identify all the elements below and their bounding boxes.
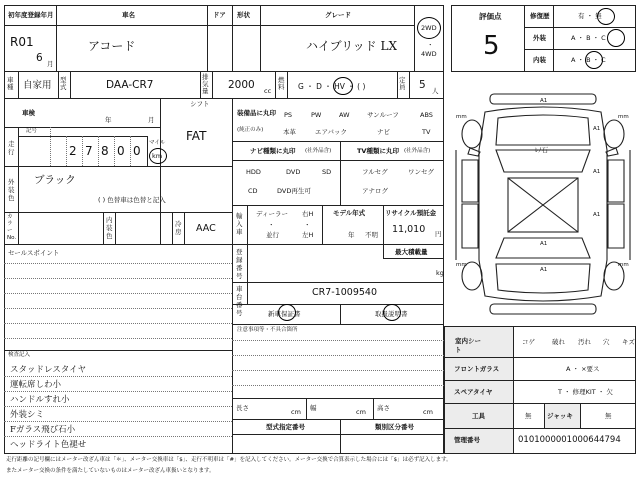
- interior-grade-circle: [585, 51, 603, 69]
- score-label: 評価点: [479, 12, 502, 21]
- diagram-unit-2: mm: [618, 114, 629, 120]
- mileage-digit-2: 7: [85, 144, 93, 158]
- interior-color-label: 内装色: [106, 216, 113, 240]
- width-unit: cm: [356, 408, 366, 416]
- mgmt-value: 0101000001000644794: [518, 435, 621, 445]
- height-label: 高さ: [377, 404, 390, 412]
- car-name-label: 車名: [122, 11, 135, 19]
- interior-grade-label: 内装: [533, 56, 546, 64]
- equip-ps: PS: [284, 111, 293, 119]
- mileage-digit-3: 8: [101, 144, 109, 158]
- mgmt-label: 管理番号: [454, 436, 480, 444]
- equip-pw: PW: [311, 111, 322, 119]
- type-label: 型式指定番号: [266, 423, 305, 431]
- note-item-1: スタッドレスタイヤ: [10, 365, 87, 375]
- first-reg-value: R01: [10, 35, 34, 49]
- month-unit: 月: [47, 60, 54, 68]
- restore-label: 修復歴: [530, 12, 550, 20]
- drive-4wd: 4WD: [421, 50, 437, 58]
- recycle-label: リサイクル預託金: [385, 209, 437, 217]
- import-dealer: ディーラー: [256, 210, 288, 218]
- inspection-month-unit: 月: [148, 116, 155, 124]
- diagram-mark-6: A1: [540, 267, 548, 273]
- diagram-unit-3: mm: [456, 262, 467, 268]
- equip-abs: ABS: [420, 111, 433, 119]
- km-circle: [149, 148, 167, 164]
- note-item-2: 運転席しわ小: [10, 380, 62, 390]
- front-glass-label: フロントガラス: [454, 365, 500, 373]
- equip-sunroof: サンルーフ: [367, 111, 399, 119]
- equip-tv: TV: [422, 128, 431, 136]
- navi-title-note: (社外品含): [305, 148, 332, 154]
- interior-grade-options: A ・ B ・ C: [571, 56, 606, 64]
- jack-value: 無: [605, 412, 612, 420]
- inspection-label: 車検: [22, 109, 35, 117]
- fuel-hv-circle: [333, 77, 353, 95]
- equip-airbag: エアバック: [315, 128, 347, 136]
- drive-dot: ・: [427, 41, 434, 49]
- room-item-4: 穴: [603, 338, 610, 346]
- footer-line-1: 走行距離の記号欄にはメーター改ざん車は「＊」、メーター交換車は「$」、走行不明車は「#」を記入してください。メーター交換で合算表示した場合には「$」は必ず記入します。: [6, 457, 452, 463]
- new-car-warranty: 新車保証書: [268, 310, 301, 318]
- capacity-value: 5: [419, 79, 426, 91]
- notes-label: 検査記入: [8, 352, 31, 358]
- import-label: 輸入車: [236, 212, 243, 236]
- diagram-note: ﾚﾉ石: [535, 146, 548, 154]
- spare-tire-value: T ・ 修理KIT ・ 欠: [558, 388, 613, 396]
- sales-point-label: セールスポイント: [8, 249, 60, 257]
- car-name-value: アコード: [88, 39, 136, 53]
- navi-hdd: HDD: [246, 168, 261, 176]
- import-hand-dot: ・: [304, 221, 311, 229]
- diagram-mark-2: A1: [593, 126, 601, 132]
- equip-aw: AW: [339, 111, 350, 119]
- exterior-color-label: 外装色: [8, 178, 15, 202]
- attention-label: 注意事項等・不具合箇所: [237, 327, 298, 333]
- class-label: 類別区分番号: [375, 423, 414, 431]
- equipment-label: 装備品に丸印: [237, 109, 276, 117]
- navi-cd: CD: [248, 187, 258, 195]
- tv-title-note: (社外品含): [404, 148, 431, 154]
- model-label: 型式: [60, 76, 67, 91]
- mileage-label: 走行: [8, 140, 15, 156]
- exterior-color-value: ブラック: [34, 174, 76, 186]
- spare-tire-label: スペアタイヤ: [454, 388, 493, 396]
- tv-title: TV種類に丸印: [357, 147, 399, 155]
- room-item-5: キズ: [622, 338, 635, 346]
- mile-label: マイル: [149, 140, 166, 146]
- displacement-label: 排気量: [202, 73, 209, 95]
- door-label: ドア: [213, 11, 226, 19]
- note-item-5: Fガラス飛び石小: [10, 425, 76, 435]
- new-car-warranty-circle: [278, 304, 296, 321]
- note-item-4: 外装シミ: [10, 410, 45, 420]
- exterior-grade-label: 外装: [533, 34, 546, 42]
- mileage-digit-label: 記号: [26, 128, 38, 134]
- note-item-6: ヘッドライト色褪せ: [10, 440, 87, 450]
- diagram-mark-3: A1: [593, 169, 601, 175]
- exterior-grade-options: A ・ B ・ C: [571, 34, 606, 42]
- tv-analog: アナログ: [362, 187, 388, 195]
- tv-oneseg: ワンセグ: [408, 168, 434, 176]
- import-dot: ・: [268, 221, 275, 229]
- tools-value: 無: [525, 412, 532, 420]
- import-left-h: 左H: [302, 231, 314, 239]
- fuel-options: G ・ D ・ HV ・ ( ): [298, 82, 366, 91]
- navi-title: ナビ種類に丸印: [250, 147, 296, 155]
- footer-line-2: またメーター交換の条件を満たしていないものはメーター改ざん車扱いとなります。: [6, 468, 215, 474]
- load-unit: kg: [436, 269, 444, 277]
- drive-2wd: 2WD: [421, 24, 437, 32]
- category-label: 車種: [7, 76, 14, 91]
- diagram-mark-4: A1: [593, 212, 601, 218]
- exterior-color-note: ( ) 色替車は色替と記入: [98, 196, 166, 204]
- restore-circle: [597, 8, 615, 25]
- chassis-value: CR7-1009540: [312, 287, 378, 298]
- room-item-2: 破れ: [552, 338, 565, 346]
- diagram-mark-1: A1: [540, 98, 548, 104]
- navi-dvd: DVD: [286, 168, 301, 176]
- diagram-mark-5: A1: [540, 241, 548, 247]
- model-year-label: モデル年式: [333, 209, 366, 217]
- km-label: km: [152, 152, 163, 160]
- mileage-digit-4: 0: [117, 144, 125, 158]
- length-unit: cm: [291, 408, 301, 416]
- diagram-unit-1: mm: [456, 114, 467, 120]
- manual-circle: [383, 304, 401, 321]
- height-unit: cm: [423, 408, 433, 416]
- note-item-3: ハンドルすれ小: [10, 395, 70, 405]
- ac-label: 冷房: [175, 220, 182, 236]
- color-no-label: カラーNo.: [7, 214, 17, 241]
- grade-value: ハイブリッド LX: [306, 39, 398, 53]
- ac-value: AAC: [196, 223, 216, 234]
- car-damage-diagram: [450, 90, 636, 320]
- score-value: 5: [483, 31, 500, 61]
- shape-label: 形状: [237, 11, 250, 19]
- chassis-label: 車台番号: [236, 285, 243, 317]
- navi-dvd-play: DVD再生可: [277, 187, 311, 195]
- first-reg-month: 6: [36, 52, 43, 64]
- jack-label: ジャッキ: [547, 412, 573, 420]
- cc-unit: cc: [264, 87, 272, 95]
- shift-value: FAT: [186, 129, 207, 143]
- equip-leather: 本革: [283, 128, 296, 136]
- mileage-digit-5: 0: [133, 144, 141, 158]
- inspection-year-unit: 年: [105, 116, 112, 124]
- navi-sd: SD: [322, 168, 332, 176]
- room-item-1: コゲ: [522, 338, 535, 346]
- fuel-label: 燃料: [278, 76, 285, 91]
- mileage-digit-1: 2: [69, 144, 77, 158]
- tv-fullseg: フルセグ: [362, 168, 388, 176]
- model-value: DAA-CR7: [106, 79, 154, 91]
- room-sheet-label: 室内シート: [455, 337, 481, 354]
- capacity-label: 定員: [399, 76, 406, 91]
- shift-label: シフト: [190, 100, 210, 108]
- equipment-label-2: (純正のみ): [237, 127, 264, 133]
- import-right-h: 右H: [302, 210, 314, 218]
- import-parallel: 並行: [266, 231, 279, 239]
- category-value: 自家用: [23, 80, 52, 91]
- manual-label: 取扱説明書: [375, 310, 408, 318]
- recycle-value: 11,010: [392, 224, 426, 235]
- diagram-unit-4: mm: [618, 262, 629, 268]
- capacity-unit: 人: [432, 87, 439, 95]
- displacement-value: 2000: [228, 79, 255, 91]
- model-year-unit: 年: [348, 231, 355, 239]
- grade-label: グレード: [325, 11, 351, 19]
- width-label: 幅: [310, 404, 317, 412]
- first-reg-label: 初年度登録年月: [8, 11, 54, 19]
- load-label: 最大積載量: [395, 248, 428, 256]
- tools-label: 工具: [472, 412, 485, 420]
- recycle-unit: 円: [435, 230, 442, 238]
- reg-no-label: 登録番号: [236, 248, 243, 280]
- exterior-grade-circle: [607, 29, 625, 47]
- length-label: 長さ: [236, 404, 249, 412]
- front-glass-value: A ・ ×要ス: [566, 365, 600, 373]
- restore-options: 有 ・ 無: [578, 12, 602, 20]
- room-item-3: 汚れ: [578, 338, 591, 346]
- equip-navi: ナビ: [377, 128, 390, 136]
- model-year-unknown: 不明: [365, 231, 378, 239]
